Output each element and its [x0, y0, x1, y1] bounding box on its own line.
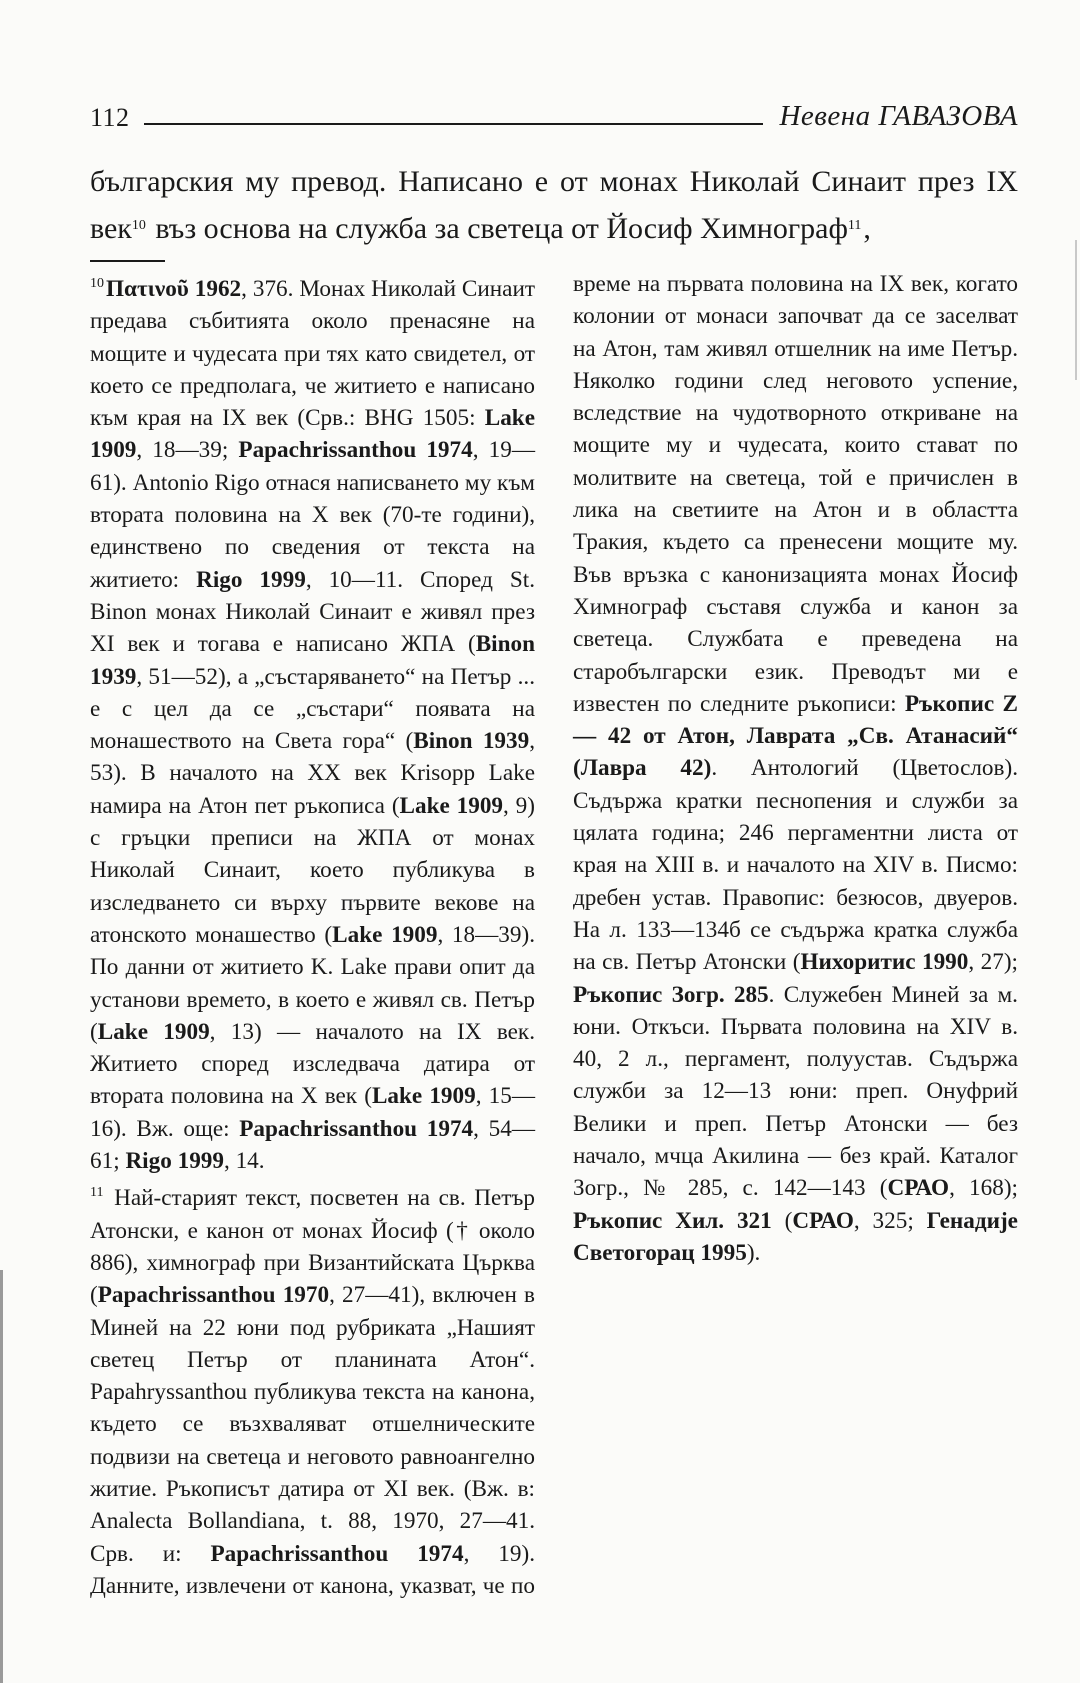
scan-edge-mark — [1075, 240, 1077, 380]
main-text-part-1: българския му превод. Написано е от монах Николай Синаит през IX век — [90, 165, 1018, 245]
citation: Генадије Светогорац 1995 — [573, 1207, 1018, 1266]
footnote-text: , 325; — [853, 1207, 927, 1234]
header-rule — [144, 123, 764, 125]
footnote-text: , 15—16). Вж. още: — [90, 1083, 536, 1142]
footnote-text: , 14. — [223, 1148, 265, 1175]
footnote-text: , 27); — [968, 949, 1018, 976]
citation: Papachrissanthou 1970 — [97, 1282, 330, 1309]
footnote-text: . Антологий (Цветослов). Съдържа кратки песнопения и служби за цялата година; 246 пергаментни листа от края на XIII в. и началото на XIV в. Писмо: дребен устав. Правопис: безюсов, двуеров. На л. 133—134б се съдържа кратка служба на св. Петър Атонски ( — [573, 755, 1018, 976]
footnote-text: , 13) — началото на IX век. Житието според изследвача датира от втората половина на X век ( — [90, 1018, 535, 1110]
citation: Papachrissanthou 1974 — [210, 1540, 464, 1567]
footnote-text: . Служебен Миней за м. юни. Откъси. Първата половина на XIV в. 40, 2 л., пергамент, полуустав. Съдържа служби за 12—13 юни: преп. Онуфрий Велики и преп. Петър Атонски — без начало, мчца Акилина — без край. Каталог Зогр., № 285, с. 142—143 ( — [573, 981, 1018, 1202]
footnote-text: , 18—39; — [136, 437, 239, 464]
footnote-text: , 51—52), а „състаряването“ на Петър ... е с цел да се „състари“ появата на монашеството на Света гора“ ( — [90, 663, 535, 755]
running-author: Невена ГАВАЗОВА — [779, 100, 1018, 132]
page-number: 112 — [90, 103, 130, 132]
citation: Lake 1909 — [332, 921, 438, 948]
citation: Нихоритис 1990 — [800, 949, 969, 976]
citation: Πατινοῦ 1962 — [106, 276, 242, 302]
running-header — [90, 93, 1018, 133]
footnote-text: , 54—61; — [90, 1115, 536, 1175]
footnote-text: , 27—41), включен в Миней на 22 юни под рубриката „Нашият светец Петър от планината Атон“. Papahryssanthou публикува текста на канона, където се възхваляват отшелническите подвизи на светеца и неговото равноангелно житие. Ръкописът датира от XI век. (Вж. в: Analecta Bollandiana, t. 88, 1970, 27—41. Срв. и: — [90, 1282, 535, 1567]
footnote-text: , 53). В началото на XX век Krisopp Lake намира на Атон пет ръкописа ( — [90, 728, 535, 819]
footnote-text: ( — [771, 1207, 793, 1234]
footnote-ref-10[interactable]: 10 — [131, 218, 146, 233]
citation: СРАО — [792, 1207, 854, 1234]
main-paragraph — [90, 160, 1018, 251]
citation: Ръкопис Z — 42 от Атон, Лаврата „Св. Атанасий“ (Лавра 42) — [573, 690, 1018, 782]
main-text — [90, 160, 1018, 251]
scan-edge-shadow — [0, 1270, 3, 1683]
citation: Rigo 1999 — [125, 1148, 224, 1175]
citation: Ръкопис Хил. 321 — [573, 1207, 772, 1234]
footnote-ref-11[interactable]: 11 — [847, 218, 862, 233]
footnote-10 — [90, 268, 535, 1177]
footnote-text: , 168); — [949, 1175, 1018, 1202]
citation: Rigo 1999 — [196, 566, 306, 593]
citation: Lake 1909 — [90, 405, 535, 464]
footnote-number: 10 — [90, 276, 104, 291]
footnote-separator — [90, 260, 165, 262]
citation: Lake 1909 — [97, 1018, 210, 1045]
citation: Papachrissanthou 1974 — [238, 437, 473, 464]
footnote-text: , 9) с гръцки преписи на ЖПА от монах Николай Синаит, което публикува в изследването си върху първите векове на атонското монашество ( — [90, 792, 535, 948]
footnote-text: ). — [746, 1239, 761, 1266]
footnote-text: , 19—61). Antonio Rigo отнася написването му към втората половина на X век (70-те години), единствено по сведения от текста на житието: — [90, 437, 536, 593]
footnote-text: , 18—39). По данни от житието K. Lake прави опит да установи времето, в което е живял св. Петър ( — [90, 921, 535, 1045]
footnote-text: , 376. Монах Николай Синаит предава събитията около пренасяне на мощите и чудесата при тях като свидетел, от което се предполага, че житието е написано към края на IX век (Срв.: BHG 1505: — [90, 276, 535, 432]
main-text-part-3: , — [863, 212, 871, 245]
footnotes — [90, 268, 1018, 1608]
citation: Ръкопис Зогр. 285 — [573, 981, 769, 1008]
footnote-text: Най-старият текст, посветен на св. Петър Атонски, е канон от монах Йосиф († около 886), химнограф при Византийската Църква ( — [90, 1185, 535, 1309]
footnote-number: 11 — [90, 1185, 104, 1201]
citation: Binon 1939 — [413, 728, 530, 755]
citation: Lake 1909 — [399, 792, 504, 819]
citation: Binon 1939 — [90, 631, 535, 690]
citation: Papachrissanthou 1974 — [239, 1115, 474, 1142]
citation: СРАО — [887, 1175, 950, 1202]
footnote-text: , 10—11. Според St. Binon монах Николай Синаит е живял през XI век и тогава е написано ЖПА ( — [90, 566, 535, 658]
main-text-part-2: въз основа на служба за светеца от Йосиф Химнограф — [147, 212, 848, 245]
footnote-text: , 19). Данните, извлечени от канона, указват, че по време на първата половина на IX век, когато колонии от монаси започват да се заселват на Атон, там живял отшелник на име Петър. Няколко години след неговото успение, вследствие на чудотворното откриване на мощите му и чудесата, които стават по молитвите на светеца, той е причислен в лика на светиите на Атон и в областта Тракия, където са пренесени мощите му. Във връзка с канонизацията монах Йосиф Химнограф съставя служба и канон за светеца. Службата е преведена на старобългарски език. Преводът ми е известен по следните ръкописи: — [90, 271, 1018, 1599]
citation: Lake 1909 — [371, 1083, 476, 1110]
